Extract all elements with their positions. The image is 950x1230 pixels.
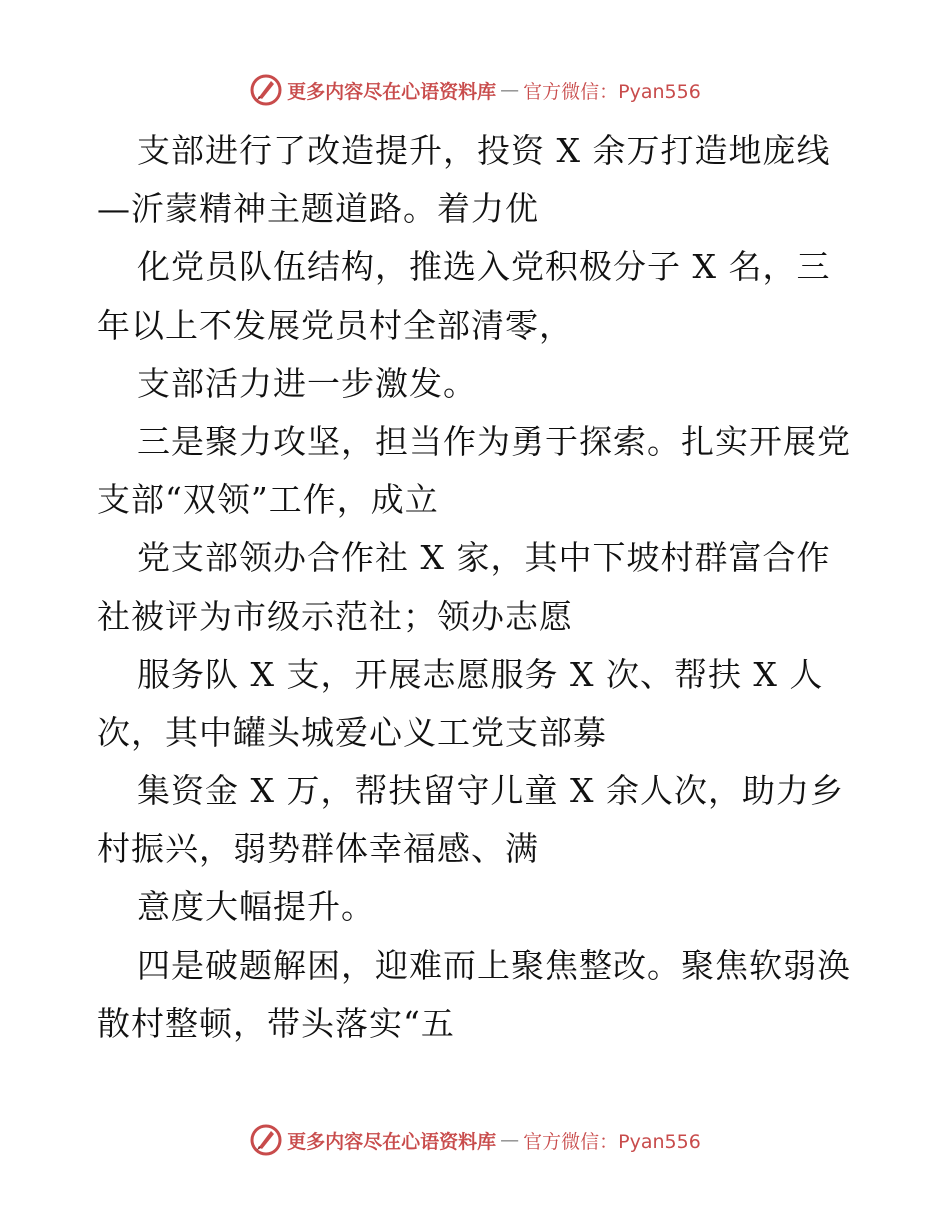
text-line: 化党员队伍结构，推选入党积极分子 X 名，三 <box>137 247 831 287</box>
page-footer <box>0 1120 950 1160</box>
header-brand-text: 更多内容尽在心语资料库 <box>287 80 497 103</box>
brand-logo-icon <box>249 1123 283 1157</box>
footer-separator: — <box>500 1129 520 1151</box>
brand-logo-icon <box>249 73 283 107</box>
text-line: 社被评为市级示范社；领办志愿 <box>97 596 573 636</box>
footer-brand <box>249 1123 701 1157</box>
text-line: 散村整顿，带头落实“五 <box>97 1003 455 1043</box>
text-line: 支部活力进一步激发。 <box>137 363 477 403</box>
text-line: 意度大幅提升。 <box>137 887 375 927</box>
header-separator: — <box>500 79 520 101</box>
text-line: 支部进行了改造提升，投资 X 余万打造地庞线 <box>137 131 831 170</box>
text-line: 党支部领办合作社 X 家，其中下坡村群富合作 <box>137 538 831 578</box>
footer-brand-text: 更多内容尽在心语资料库 <box>287 1130 497 1153</box>
text-line: 三是聚力攻坚，担当作为勇于探索。扎实开展党 <box>137 421 851 461</box>
text-line: 次，其中罐头城爱心义工党支部募 <box>97 712 607 752</box>
text-line: —沂蒙精神主题道路。着力优 <box>97 189 539 229</box>
header-contact: 官方微信：Pyan556 <box>523 80 701 103</box>
text-line: 服务队 X 支，开展志愿服务 X 次、帮扶 X 人 <box>137 654 824 694</box>
text-line: 四是破题解困，迎难而上聚焦整改。聚焦软弱涣 <box>137 945 851 985</box>
header-brand <box>249 73 701 107</box>
text-line: 集资金 X 万，帮扶留守儿童 X 余人次，助力乡 <box>137 771 844 811</box>
text-line: 村振兴，弱势群体幸福感、满 <box>97 829 539 869</box>
page-header <box>0 70 950 110</box>
text-line: 年以上不发展党员村全部清零， <box>97 305 573 345</box>
text-line: 支部“双领”工作，成立 <box>97 480 439 520</box>
document-body <box>97 122 857 1053</box>
footer-contact: 官方微信：Pyan556 <box>523 1130 701 1153</box>
